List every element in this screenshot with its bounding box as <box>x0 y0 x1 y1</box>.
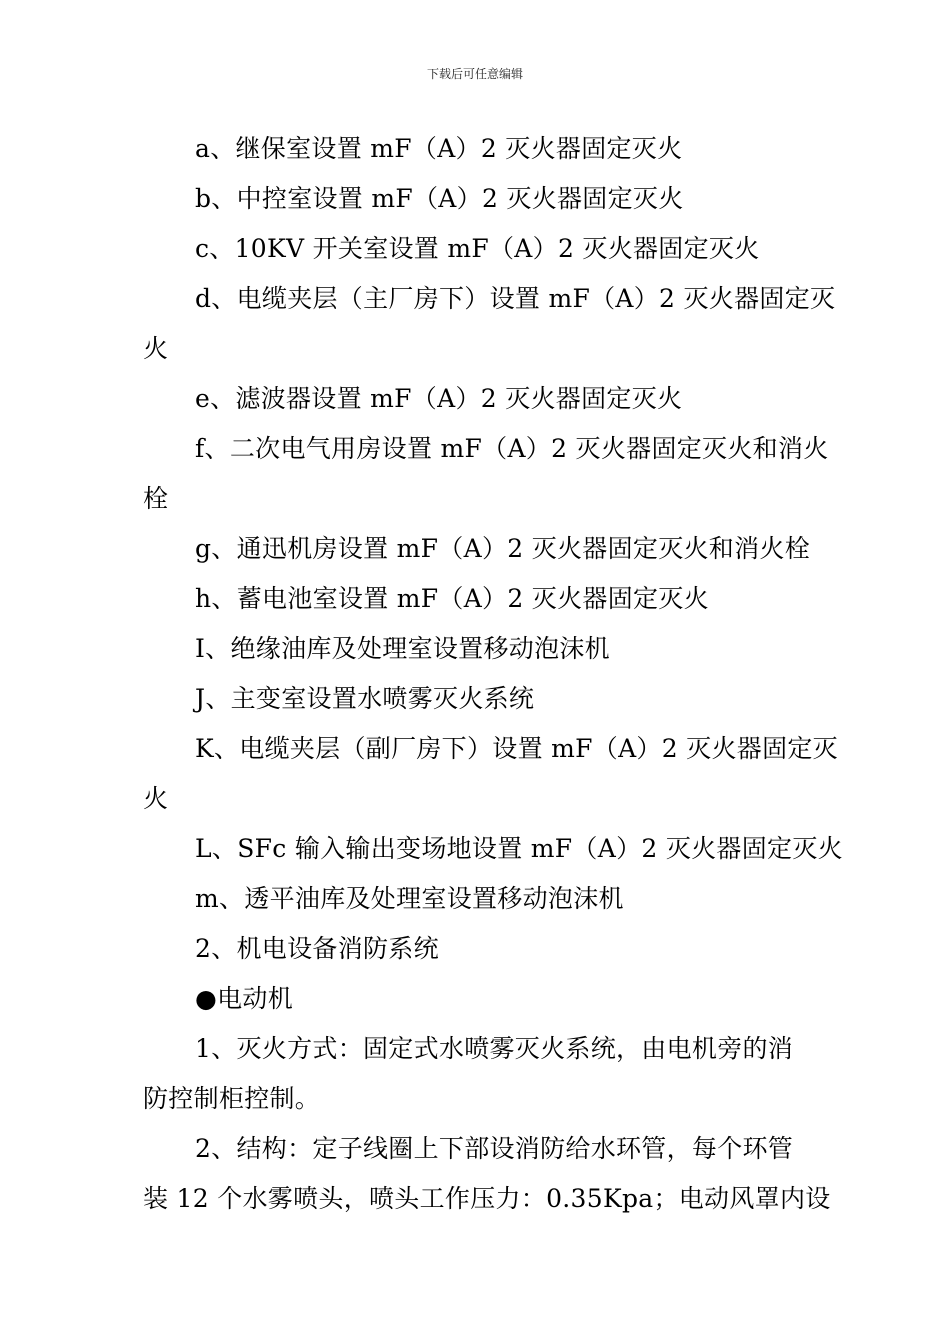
paragraph-line: 2、结构：定子线圈上下部设消防给水环管，每个环管 <box>195 1134 794 1163</box>
list-item: L、SFc 输入输出变场地设置 mF（A）2 灭火器固定灭火 <box>195 834 843 863</box>
list-item-continuation: 火 <box>143 334 169 363</box>
paragraph-line: 装 12 个水雾喷头，喷头工作压力：0.35Kpa；电动风罩内设 <box>143 1184 831 1213</box>
list-item: h、蓄电池室设置 mF（A）2 灭火器固定灭火 <box>195 584 709 613</box>
list-item: K、电缆夹层（副厂房下）设置 mF（A）2 灭火器固定灭 <box>195 734 838 763</box>
bullet-heading: ●电动机 <box>195 984 294 1013</box>
list-item: I、绝缘油库及处理室设置移动泡沫机 <box>195 634 610 663</box>
list-item: d、电缆夹层（主厂房下）设置 mF（A）2 灭火器固定灭 <box>195 284 836 313</box>
page-header: 下载后可任意编辑 <box>426 67 523 81</box>
list-item: b、中控室设置 mF（A）2 灭火器固定灭火 <box>195 184 684 213</box>
list-item-continuation: 栓 <box>143 484 169 513</box>
list-item: m、透平油库及处理室设置移动泡沫机 <box>195 884 624 913</box>
list-item: a、继保室设置 mF（A）2 灭火器固定灭火 <box>195 134 683 163</box>
list-item: f、二次电气用房设置 mF（A）2 灭火器固定灭火和消火 <box>195 434 829 463</box>
list-item: g、通迅机房设置 mF（A）2 灭火器固定灭火和消火栓 <box>195 534 811 563</box>
section-heading: 2、机电设备消防系统 <box>195 934 439 963</box>
paragraph-line: 防控制柜控制。 <box>143 1084 321 1113</box>
list-item: J、主变室设置水喷雾灭火系统 <box>195 684 535 713</box>
list-item-continuation: 火 <box>143 784 169 813</box>
document-body <box>143 124 843 1224</box>
paragraph-line: 1、灭火方式：固定式水喷雾灭火系统，由电机旁的消 <box>195 1034 794 1063</box>
list-item: e、滤波器设置 mF（A）2 灭火器固定灭火 <box>195 384 683 413</box>
list-item: c、10KV 开关室设置 mF（A）2 灭火器固定灭火 <box>195 234 760 263</box>
